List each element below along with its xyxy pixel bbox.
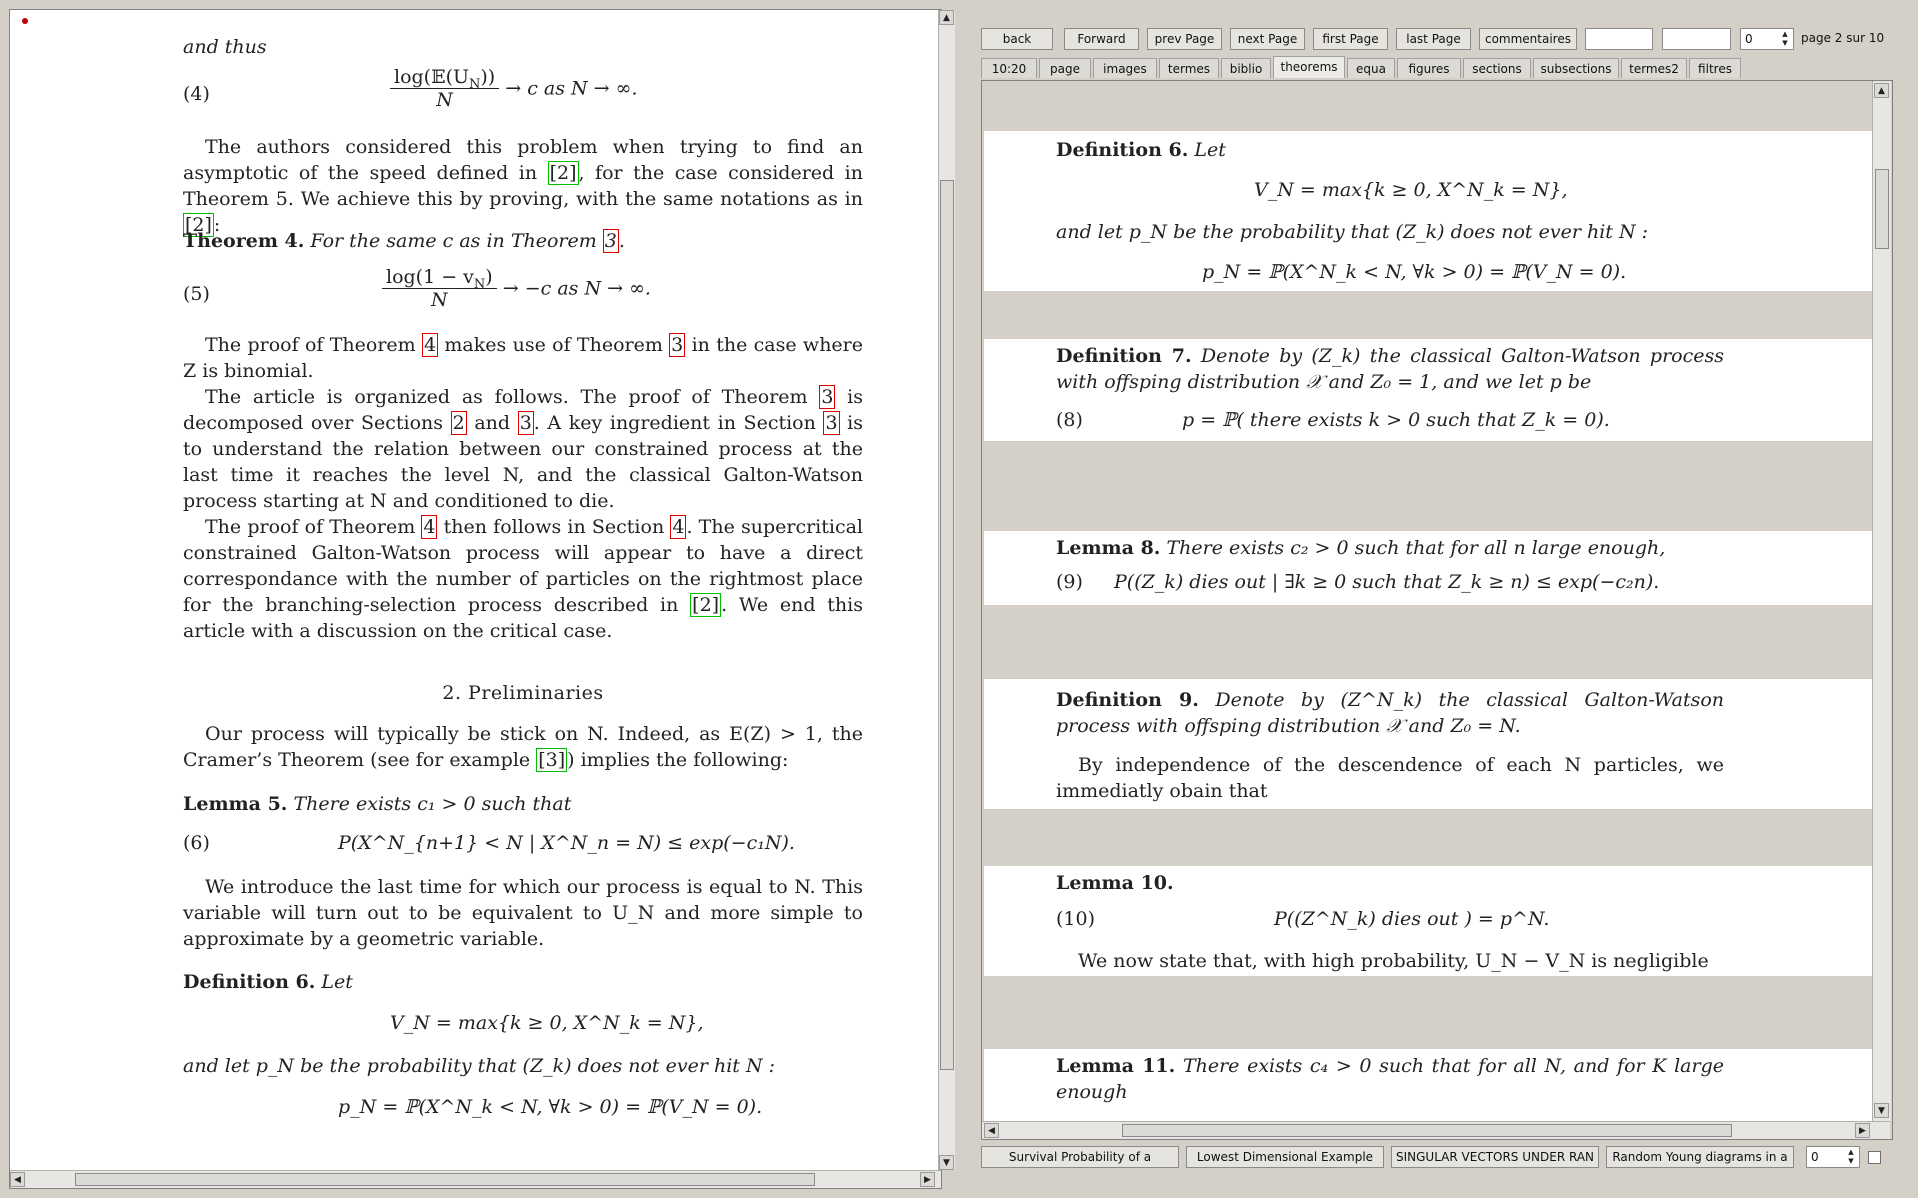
tab-page[interactable]: page — [1039, 58, 1091, 78]
theorems-viewer[interactable] — [981, 80, 1893, 1140]
tab-images[interactable]: images — [1093, 58, 1157, 78]
back-button[interactable]: back — [981, 28, 1053, 50]
card-lemma-8 — [984, 531, 1872, 605]
scroll-thumb[interactable] — [1122, 1124, 1732, 1137]
theorem-link[interactable]: 4 — [424, 334, 437, 356]
lemma-8-heading: Lemma 8. There exists c₂ > 0 such that for all n large enough, — [1056, 537, 1666, 559]
document-tab-2[interactable]: Lowest Dimensional Example — [1186, 1146, 1384, 1168]
document-tab-4[interactable]: Random Young diagrams in a — [1606, 1146, 1794, 1168]
left-vertical-scrollbar[interactable] — [938, 10, 955, 1170]
card-lemma-10 — [984, 866, 1872, 976]
equation-6: P(X^N_{n+1} < N | X^N_n = N) ≤ exp(−c₁N). — [338, 832, 795, 854]
page-number-spinner[interactable]: 0 ▲ ▼ — [1740, 28, 1794, 50]
document-tab-3[interactable]: SINGULAR VECTORS UNDER RAN — [1391, 1146, 1599, 1168]
citation-link[interactable]: [2] — [692, 594, 720, 616]
document-spinner[interactable]: 0 ▲ ▼ — [1806, 1146, 1860, 1168]
definition-7-text: Definition 7. Denote by (Z_k) the classical Galton-Watson process with offsping distribution 𝒳 and Z₀ = 1, and we let p be — [1056, 345, 1724, 393]
theorem-link[interactable]: 3 — [671, 334, 684, 356]
scroll-up-arrow-icon[interactable]: ▲ — [939, 10, 954, 25]
paragraph-independence: By independence of the descendence of each N particles, we immediatly obain that — [1056, 754, 1724, 802]
section-link[interactable]: 3 — [519, 412, 532, 434]
text-let-pn: and let p_N be the probability that (Z_k) does not ever hit N : — [1056, 221, 1649, 243]
theorem-link[interactable]: 4 — [423, 516, 436, 538]
text-field-2[interactable] — [1662, 28, 1731, 50]
document-tab-1[interactable]: Survival Probability of a — [981, 1146, 1179, 1168]
equation-vn: V_N = max{k ≥ 0, X^N_k = N}, — [390, 1012, 704, 1034]
spin-down-icon[interactable]: ▼ — [1848, 1157, 1854, 1165]
equation-pn: p_N = ℙ(X^N_k < N, ∀k > 0) = ℙ(V_N = 0). — [1202, 261, 1627, 283]
scroll-down-arrow-icon[interactable]: ▼ — [939, 1155, 954, 1170]
paragraph-organization: The article is organized as follows. The proof of Theorem 3 is decomposed over Sections 2 and 3 . A key ingredient in Section 3 is to understand the relation between our constrained process at the last time it reaches the level N, and the classical Galton-Watson process starting at N and conditioned to die. — [183, 386, 864, 512]
tab-theorems[interactable]: theorems — [1273, 56, 1345, 78]
section-link[interactable]: 2 — [452, 412, 465, 434]
left-horizontal-scrollbar[interactable] — [10, 1170, 941, 1188]
paragraph-process: Our process will typically be stick on N. Indeed, as E(Z) > 1, the Cramer’s Theorem (see for example [3] ) implies the following: — [183, 723, 863, 771]
citation-link[interactable]: [3] — [538, 749, 566, 771]
scroll-right-arrow-icon[interactable]: ▶ — [1855, 1123, 1870, 1138]
paragraph-state: We now state that, with high probability, U_N − V_N is negligible — [1078, 950, 1709, 972]
lemma-11-heading: Lemma 11. There exists c₄ > 0 such that for all N, and for K large enough — [1056, 1055, 1724, 1103]
text-and-thus: and thus — [183, 36, 267, 58]
tab-equa[interactable]: equa — [1347, 58, 1395, 78]
scroll-thumb[interactable] — [75, 1173, 815, 1186]
commentaires-button[interactable]: commentaires — [1479, 28, 1577, 50]
scroll-down-arrow-icon[interactable]: ▼ — [1874, 1103, 1889, 1118]
theorem-link[interactable]: 3 — [604, 230, 617, 252]
definition-6-heading: Definition 6. Let — [1056, 139, 1226, 161]
definition-6: Definition 6. Let — [183, 971, 353, 993]
card-definition-9 — [984, 679, 1872, 809]
citation-link[interactable]: [2] — [549, 162, 577, 184]
equation-pn: p_N = ℙ(X^N_k < N, ∀k > 0) = ℙ(V_N = 0). — [338, 1096, 763, 1118]
forward-button[interactable]: Forward — [1064, 28, 1139, 50]
theorem-4: Theorem 4. For the same c as in Theorem 3 . — [183, 230, 625, 252]
section-link[interactable]: 4 — [672, 516, 685, 538]
scroll-thumb[interactable] — [940, 180, 954, 1070]
spin-up-icon[interactable]: ▲ — [1782, 30, 1788, 38]
scroll-thumb[interactable] — [1875, 169, 1889, 249]
prev-page-button[interactable]: prev Page — [1147, 28, 1222, 50]
tab-10-20[interactable]: 10:20 — [981, 58, 1037, 78]
tab-termes[interactable]: termes — [1159, 58, 1219, 78]
scroll-up-arrow-icon[interactable]: ▲ — [1874, 83, 1889, 98]
equation-4: $\frac{\log(𝔼(U_N))}{N}$ → c as N → ∞. — [390, 66, 638, 111]
equation-vn: V_N = max{k ≥ 0, X^N_k = N}, — [1254, 179, 1568, 201]
section-heading: 2. Preliminaries — [442, 682, 604, 704]
next-page-button[interactable]: next Page — [1230, 28, 1305, 50]
tab-sections[interactable]: sections — [1463, 58, 1531, 78]
eq4-number: (4) — [183, 83, 210, 105]
card-definition-6 — [984, 131, 1872, 291]
pdf-view-left[interactable] — [9, 9, 950, 1189]
scroll-left-arrow-icon[interactable]: ◀ — [10, 1172, 25, 1187]
checkbox[interactable] — [1868, 1151, 1881, 1164]
text-field-1[interactable] — [1585, 28, 1653, 50]
first-page-button[interactable]: first Page — [1313, 28, 1388, 50]
page-info-label: page 2 sur 10 — [1801, 31, 1885, 45]
viewer-vertical-scrollbar[interactable] — [1872, 81, 1891, 1121]
pdf-page — [10, 10, 941, 1170]
eq6-number: (6) — [183, 832, 210, 854]
paragraph-authors: The authors considered this problem when trying to find an asymptotic of the speed defined in [2] , for the case considered in Theorem 5. We achieve this by proving, with the same notations as in [2] : — [183, 136, 863, 236]
spin-up-icon[interactable]: ▲ — [1848, 1148, 1854, 1156]
equation-8: p = ℙ( there exists k > 0 such that Z_k = 0). — [1182, 409, 1610, 431]
viewer-horizontal-scrollbar[interactable] — [982, 1121, 1890, 1139]
tab-figures[interactable]: figures — [1397, 58, 1461, 78]
scroll-right-arrow-icon[interactable]: ▶ — [920, 1172, 935, 1187]
equation-10: P((Z^N_k) dies out ) = p^N. — [1274, 908, 1550, 930]
cursor-marker-icon — [22, 18, 28, 24]
tab-subsections[interactable]: subsections — [1533, 58, 1619, 78]
paragraph-proof-thm4: The proof of Theorem 4 makes use of Theorem 3 in the case where Z is binomial. — [183, 334, 863, 382]
eq10-number: (10) — [1056, 908, 1096, 930]
tab-filtres[interactable]: filtres — [1689, 58, 1741, 78]
section-link[interactable]: 3 — [825, 412, 838, 434]
scroll-left-arrow-icon[interactable]: ◀ — [984, 1123, 999, 1138]
citation-link[interactable]: [2] — [185, 214, 212, 236]
paragraph-proof-follows: The proof of Theorem 4 then follows in Section 4 . The supercritical constrained Galton-Watson process will appear to have a direct correspondance with the number of particles on the rightmost place for the branching-selection process described in [2] . We end this article with a discussion on the critical case. — [183, 516, 864, 642]
last-page-button[interactable]: last Page — [1396, 28, 1471, 50]
paragraph-last-time: We introduce the last time for which our process is equal to N. This variable will turn out to be equivalent to U_N and more simple to approximate by a geometric variable. — [183, 876, 863, 950]
card-definition-7 — [984, 339, 1872, 441]
tab-biblio[interactable]: biblio — [1221, 58, 1271, 78]
eq5-number: (5) — [183, 283, 210, 305]
text-let-pn: and let p_N be the probability that (Z_k) does not ever hit N : — [183, 1055, 776, 1077]
definition-9-text: Definition 9. Denote by (Z^N_k) the classical Galton-Watson process with offsping distribution 𝒳 and Z₀ = N. — [1056, 689, 1725, 737]
eq9-number: (9) — [1056, 571, 1083, 593]
eq8-number: (8) — [1056, 409, 1083, 431]
theorem-link[interactable]: 3 — [821, 386, 834, 408]
lemma-10-heading: Lemma 10. — [1056, 872, 1174, 894]
card-lemma-11 — [984, 1049, 1872, 1121]
tab-termes2[interactable]: termes2 — [1621, 58, 1687, 78]
spin-down-icon[interactable]: ▼ — [1782, 39, 1788, 47]
equation-5: $\frac{\log(1 - v_N)}{N}$ → −c as N → ∞. — [382, 266, 651, 311]
lemma-5: Lemma 5. There exists c₁ > 0 such that — [183, 793, 572, 815]
equation-9: P((Z_k) dies out | ∃k ≥ 0 such that Z_k ≥ n) ≤ exp(−c₂n). — [1114, 571, 1660, 593]
